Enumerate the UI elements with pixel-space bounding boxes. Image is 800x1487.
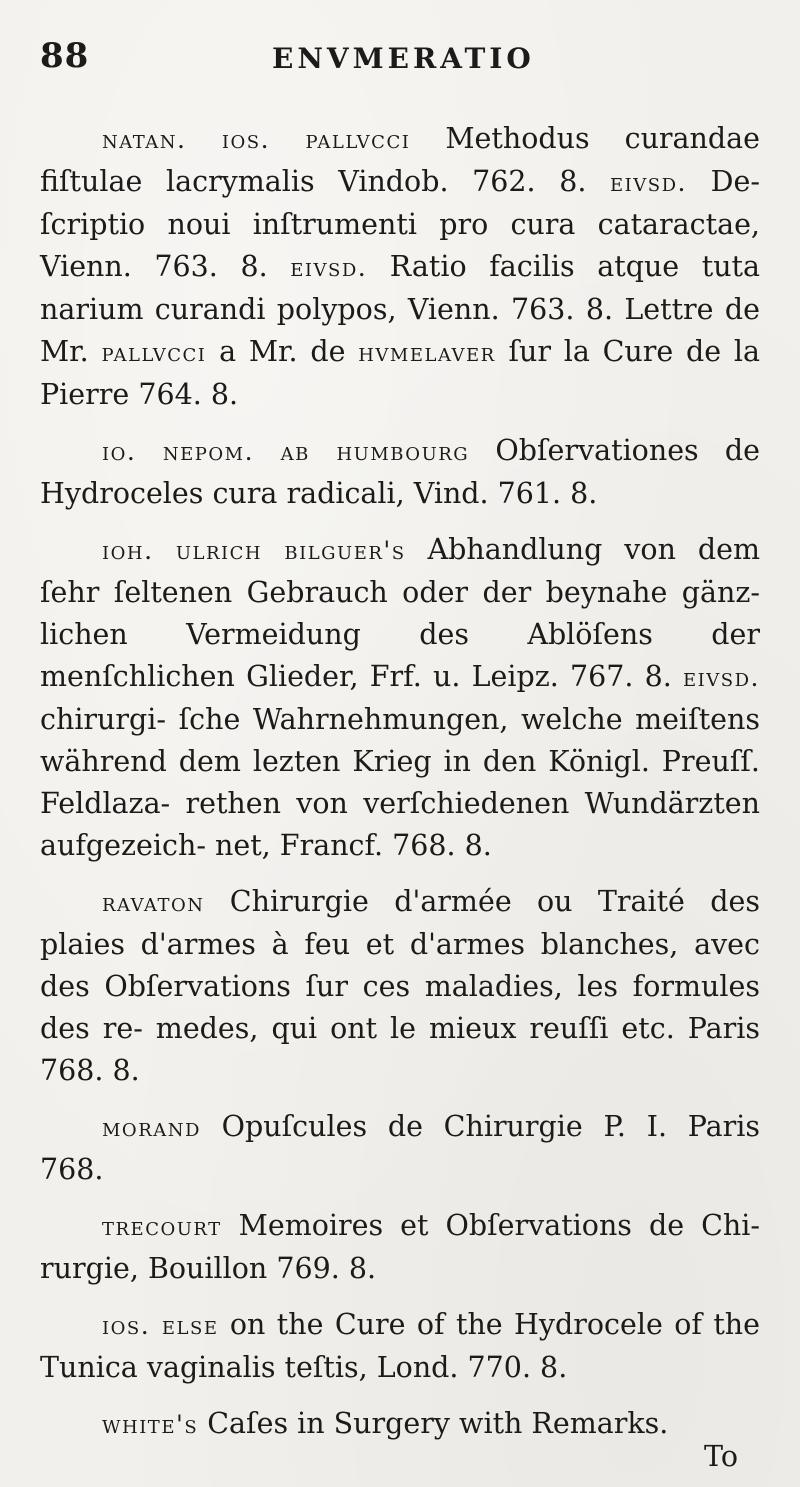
entry-ibid: eivsd.	[290, 253, 368, 282]
page-header	[40, 36, 760, 86]
entry-humbourg	[40, 430, 760, 515]
entry-author: trecourt	[102, 1212, 222, 1241]
entry-text: Chirurgie d'armée ou Traité des plaies d'armes à feu et d'armes blanches, avec des Obſervations ſur ces maladies, les formules des re- medes, qui ont le mieux reuſſi etc. Paris 768. 8.	[40, 885, 760, 1087]
entry-ibid: eivsd.	[683, 663, 760, 692]
entry-author: morand	[102, 1113, 201, 1142]
entry-text: Caſes in Surgery with Remarks.	[198, 1407, 669, 1440]
running-head: ENVMERATIO	[272, 42, 535, 75]
entry-text: ſur la Cure de la Pierre 764. 8.	[40, 335, 760, 411]
entry-text: Methodus curandae fiſtulae lacrymalis Vindob. 762. 8.	[40, 122, 760, 198]
entry-morand	[40, 1106, 760, 1191]
entry-name: pallvcci	[101, 338, 207, 367]
catchword: To	[704, 1440, 738, 1473]
entry-white	[40, 1403, 760, 1446]
entry-ibid: eivsd.	[610, 168, 688, 197]
entry-author: ioh. ulrich bilguer's	[102, 536, 406, 565]
entry-author: io. nepom. ab humbourg	[102, 437, 470, 466]
entry-text: chirurgi- ſche Wahrnehmungen, welche meiſtens während dem lezten Krieg in den Königl. Preuſſ. Feldlaza- rethen von verſchiedenen Wundärzten aufgezeich- net, Francf. 768. 8.	[40, 703, 760, 862]
entry-text: Opuſcules de Chirurgie P. I. Paris 768.	[40, 1110, 760, 1186]
page-number: 88	[40, 36, 90, 76]
entry-pallucci	[40, 118, 760, 416]
entry-ravaton	[40, 881, 760, 1092]
entry-text: Abhandlung von dem ſehr ſeltenen Gebrauch oder der beynahe gänz- lichen Vermeidung des Ablöſens der menſchlichen Glieder, Frf. u. Leipz. 767. 8.	[40, 533, 760, 693]
entry-bilguer	[40, 529, 760, 867]
entry-name: hvmelaver	[358, 338, 496, 367]
entry-text: a Mr. de	[206, 335, 359, 368]
entry-text: on the Cure of the Hydrocele of the Tunica vaginalis teſtis, Lond. 770. 8.	[40, 1308, 761, 1384]
entry-text: De- ſcriptio noui inſtrumenti pro cura cataractae, Vienn. 763. 8.	[40, 165, 760, 283]
entry-text: Memoires et Obſervations de Chi- rurgie, Bouillon 769. 8.	[40, 1209, 760, 1285]
entry-trecourt	[40, 1205, 760, 1290]
entry-else	[40, 1304, 760, 1389]
entry-author: natan. ios. pallvcci	[102, 125, 411, 154]
entry-author: ravaton	[102, 888, 205, 917]
bibliography-entries	[40, 118, 760, 1460]
entry-text: Ratio facilis atque tuta narium curandi polypos, Vienn. 763. 8. Lettre de Mr.	[40, 250, 760, 368]
entry-author: white's	[102, 1410, 199, 1439]
entry-author: ios. else	[102, 1311, 219, 1340]
entry-text: Obſervationes de Hydroceles cura radicali, Vind. 761. 8.	[40, 434, 761, 510]
